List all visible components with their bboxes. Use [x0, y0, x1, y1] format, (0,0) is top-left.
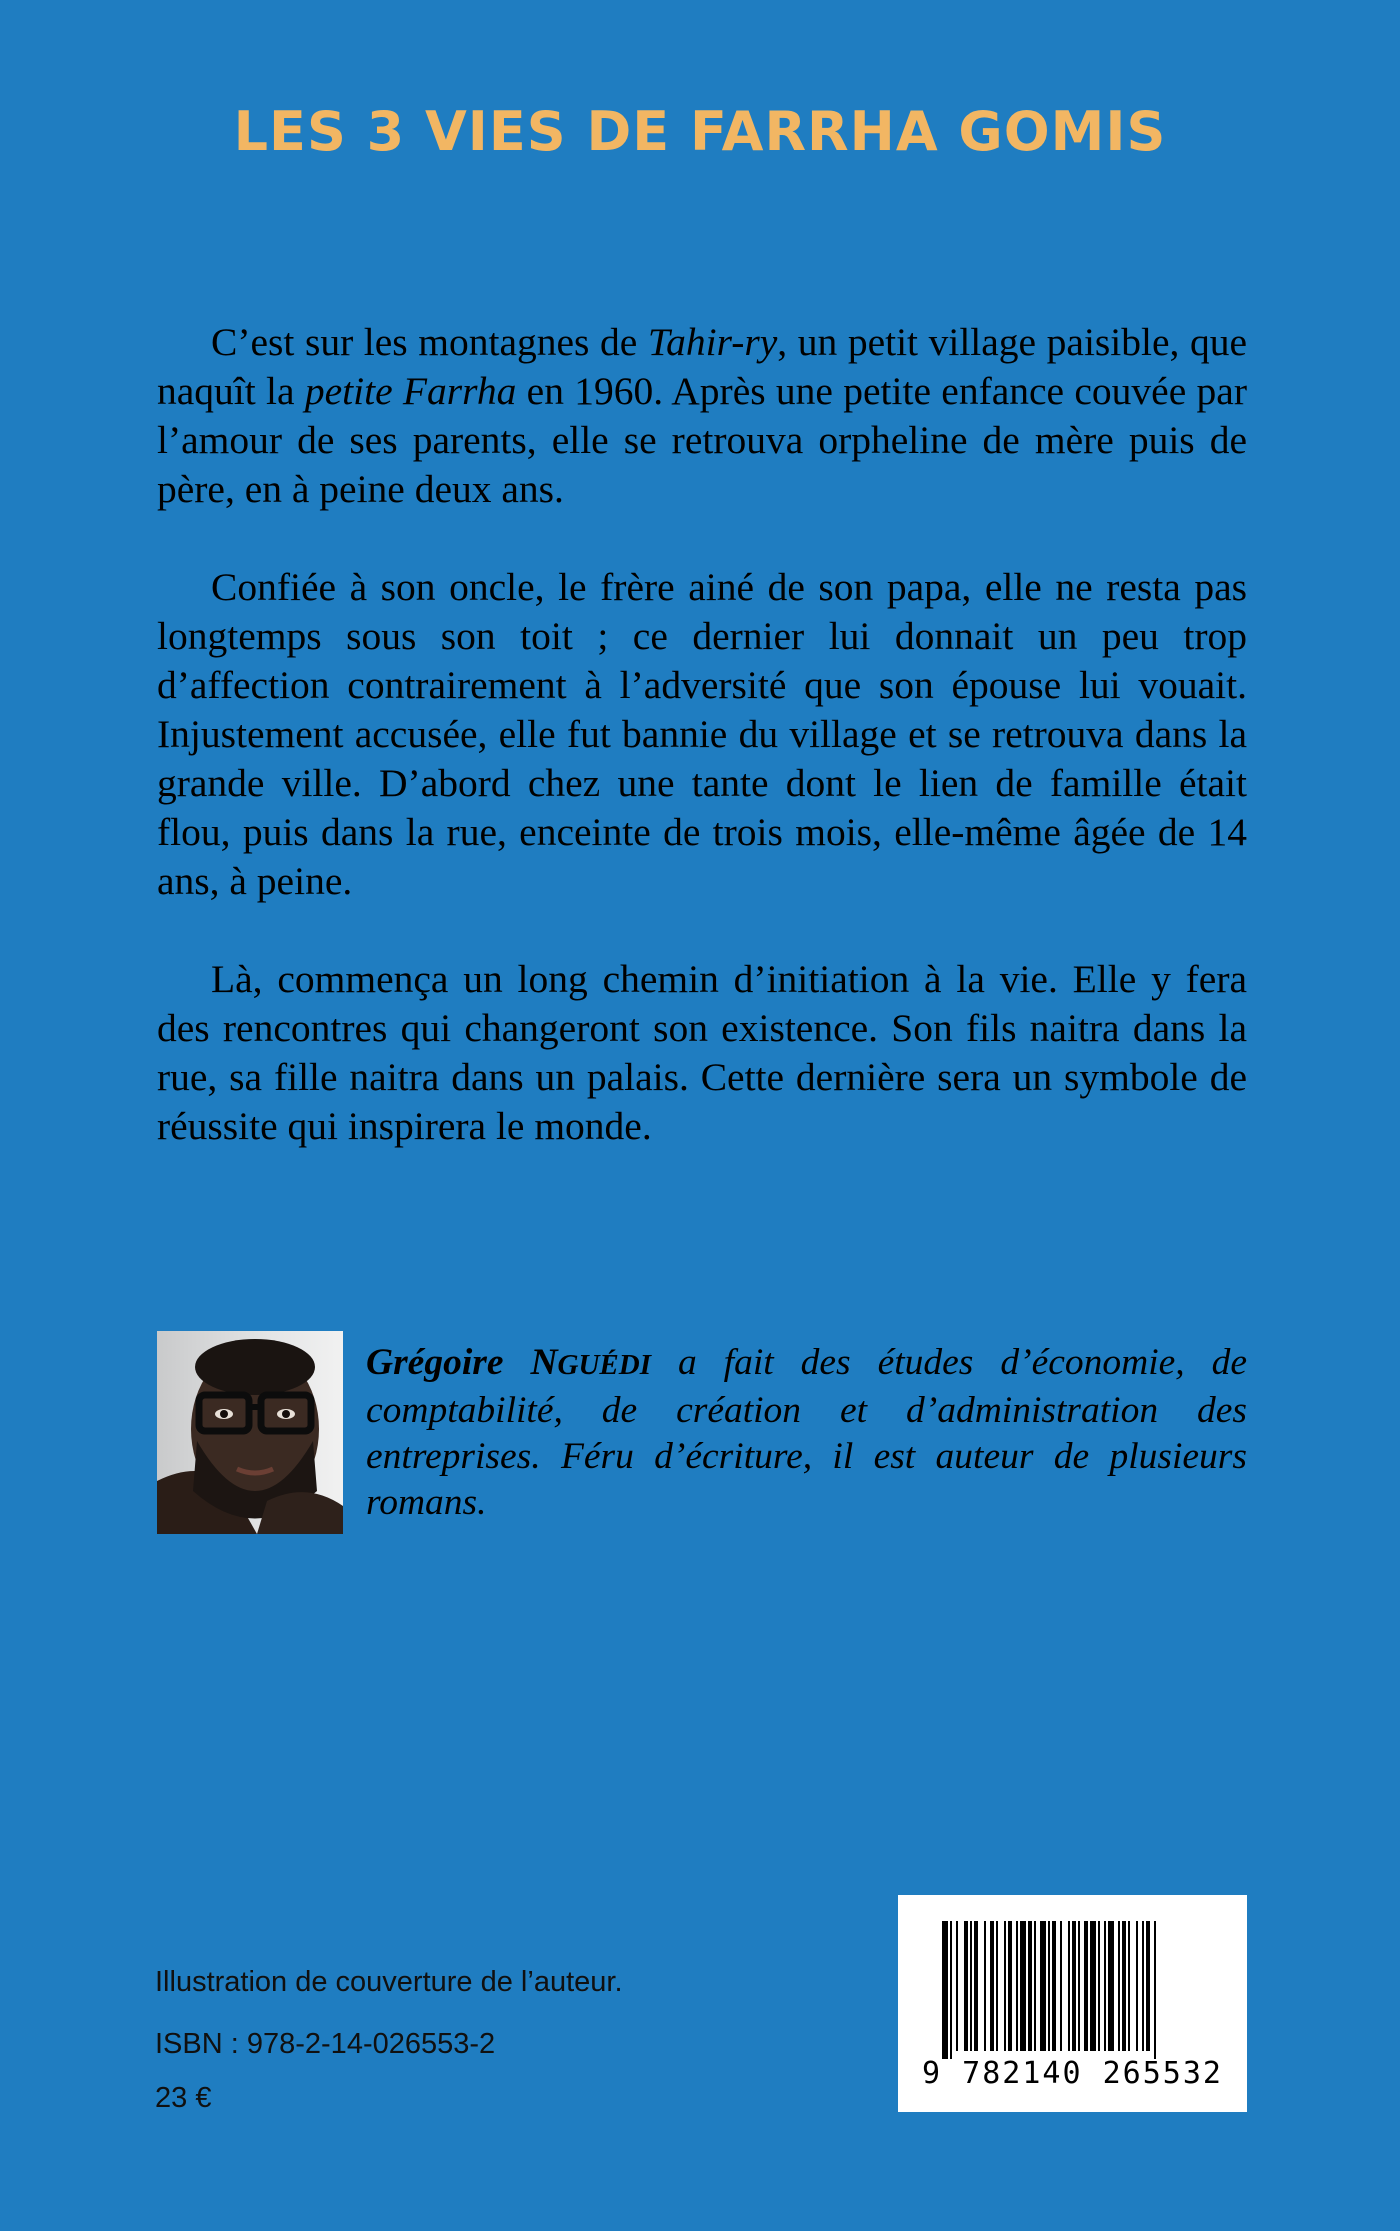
- barcode-bar: [1104, 1921, 1106, 2051]
- summary-text: , un petit village paisible, que naquît la: [157, 320, 1247, 413]
- summary-paragraph: [157, 563, 1247, 906]
- price: 23 €: [155, 2082, 212, 2114]
- barcode-bar: [1048, 1921, 1050, 2051]
- barcode-bar: [1016, 1921, 1018, 2051]
- isbn: ISBN : 978-2-14-026553-2: [155, 2028, 496, 2060]
- author-name: [366, 1342, 651, 1383]
- barcode-bar: [1098, 1921, 1100, 2051]
- barcode-bar: [990, 1921, 994, 2051]
- back-cover-summary: [157, 318, 1247, 1200]
- illustration-credit: Illustration de couverture de l’auteur.: [155, 1966, 623, 1998]
- barcode-bar: [970, 1921, 972, 2051]
- summary-paragraph: [157, 955, 1247, 1151]
- barcode-bar: [1084, 1921, 1088, 2051]
- barcode-bar: [1154, 1921, 1156, 2059]
- summary-text: Confiée à son oncle, le frère ainé de son papa, elle ne resta pas longtemps sous son toit ; ce dernier lui donnait un peu trop d’affection contrairement à l’adversité que son épouse lui vouait. Injustement accusée, elle fut bannie du village et se retrouva dans la grande ville. D’abord chez une tante dont le lien de famille était flou, puis dans la rue, enceinte de trois mois, elle-même âgée de 14 ans, à peine.: [157, 565, 1247, 903]
- barcode-bar: [1146, 1921, 1150, 2051]
- barcode-bar: [984, 1921, 986, 2051]
- summary-emphasis: petite Farrha: [304, 369, 517, 413]
- author-bio-text: a fait des études d’économie, de comptabilité, de création et d’administration des entreprises. Féru d’écriture, il est auteur de plusieurs romans.: [366, 1342, 1247, 1523]
- barcode-digits: 9 782140 265532: [922, 2056, 1223, 2091]
- barcode: [898, 1895, 1247, 2112]
- barcode-bar: [964, 1921, 968, 2051]
- summary-text: Là, commença un long chemin d’initiation à la vie. Elle y fera des rencontres qui changeront son existence. Son fils naitra dans la rue, sa fille naitra dans un palais. Cette dernière sera un symbole de réussite qui inspirera le monde.: [157, 957, 1247, 1148]
- barcode-bar: [1122, 1921, 1126, 2051]
- barcode-bar: [942, 1921, 948, 2059]
- barcode-bar: [1034, 1921, 1036, 2051]
- barcode-bar: [1068, 1921, 1070, 2051]
- author-surname-initial: N: [530, 1342, 558, 1383]
- barcode-bar: [1128, 1921, 1130, 2051]
- barcode-bar: [1090, 1921, 1096, 2051]
- summary-text: C’est sur les montagnes de: [211, 320, 648, 364]
- barcode-bar: [1028, 1921, 1032, 2051]
- barcode-bar: [974, 1921, 978, 2051]
- barcode-bar: [956, 1921, 958, 2051]
- barcode-bar: [1142, 1921, 1144, 2051]
- barcode-bar: [950, 1921, 952, 2059]
- book-title: LES 3 VIES DE FARRHA GOMIS: [233, 100, 1167, 163]
- summary-paragraph: [157, 318, 1247, 514]
- barcode-bar: [1118, 1921, 1120, 2051]
- summary-emphasis: Tahir-ry: [647, 320, 778, 364]
- barcode-bar: [1072, 1921, 1076, 2051]
- barcode-bar: [1004, 1921, 1006, 2051]
- barcode-bar: [1008, 1921, 1012, 2051]
- barcode-bar: [1136, 1921, 1138, 2051]
- summary-text: en 1960. Après une petite enfance couvée par l’amour de ses parents, elle se retrouva orpheline de mère puis de père, en à peine deux ans.: [157, 369, 1247, 511]
- barcode-bar: [1108, 1921, 1114, 2051]
- author-surname-rest: GUÉDI: [557, 1349, 652, 1381]
- barcode-bar: [1020, 1921, 1026, 2051]
- barcode-bar: [1060, 1921, 1062, 2051]
- author-first-name: Grégoire: [366, 1342, 504, 1383]
- barcode-bar: [1078, 1921, 1080, 2051]
- barcode-bar: [1052, 1921, 1056, 2051]
- author-bio: [366, 1340, 1247, 1526]
- author-portrait-image: [157, 1331, 343, 1534]
- barcode-bar: [996, 1921, 998, 2051]
- barcode-bar: [1040, 1921, 1046, 2051]
- author-photo: [157, 1331, 343, 1534]
